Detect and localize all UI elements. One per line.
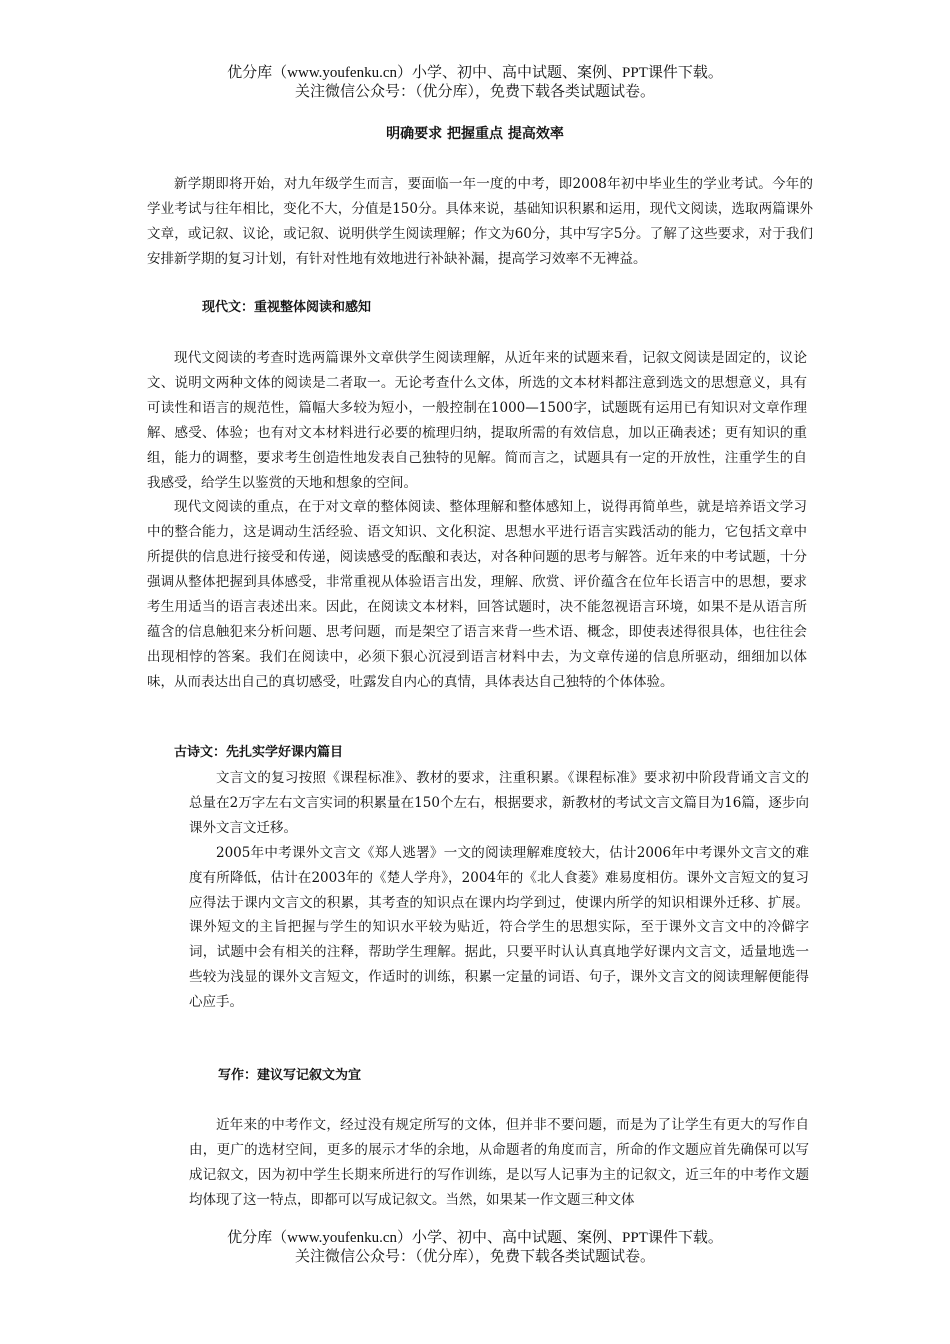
- footer-line-2: 关注微信公众号：（优分库），免费下载各类试题试卷。: [294, 1249, 655, 1265]
- modern-paragraph-1: 现代文阅读的考查时选两篇课外文章供学生阅读理解，从近年来的试题来看，记叙文阅读是固定的，议论文、说明文两种文体的阅读是二者取一。无论考查什么文体，所选的文本材料都注意到选文的思想意义，具有可读性和语言的规范性，篇幅大多较为短小，一般控制在1000—1500字，试题既有运用已有知识对文章作理解、感受、体验；也有对文本材料进行必要的梳理归纳，提取所需的有效信息，加以正确表述；更有知识的重组，能力的调整，要求考生创造性地发表自己独特的见解。简而言之，试题具有一定的开放性，注重学生的自我感受，给学生以鉴赏的天地和想象的空间。: [147, 350, 807, 491]
- writing-section: [189, 1113, 809, 1212]
- intro-section: [147, 172, 813, 272]
- modern-text-section: [147, 346, 807, 695]
- classical-text-heading: 古诗文：先扎实学好课内篇目: [174, 745, 344, 760]
- page-header: [0, 64, 950, 102]
- page-footer: [0, 1229, 950, 1267]
- header-line-2: 关注微信公众号：（优分库），免费下载各类试题试卷。: [294, 84, 655, 100]
- modern-paragraph-2: 现代文阅读的重点，在于对文章的整体阅读、整体理解和整体感知上，说得再简单些，就是培养语文学习中的整合能力，这是调动生活经验、语文知识、文化积淀、思想水平进行语言实践活动的能力，它包括文章中所提供的信息进行接受和传递，阅读感受的酝酿和表达，对各种问题的思考与解答。近年来的中考试题，十分强调从整体把握到具体感受，非常重视从体验语言出发，理解、欣赏、评价蕴含在位年长语言中的思想，要求考生用适当的语言表述出来。因此，在阅读文本材料，回答试题时，决不能忽视语言环境，如果不是从语言所蕴含的信息触犯来分析问题、思考问题，而是架空了语言来背一些术语、概念，即使表述得很具体，也往往会出现相悖的答案。我们在阅读中，必须下狠心沉浸到语言材料中去，为文章传递的信息所驱动，细细加以体味，从而表达出自己的真切感受，吐露发自内心的真情，具体表达自己独特的个体体验。: [147, 499, 807, 690]
- writing-heading: 写作：建议写记叙文为宜: [218, 1068, 362, 1083]
- header-line-1: 优分库（www.youfenku.cn）小学、初中、高中试题、案例、PPT课件下载。: [227, 65, 723, 81]
- classical-paragraph-1: 文言文的复习按照《课程标准》、教材的要求，注重积累。《课程标准》要求初中阶段背诵文言文的总量在2万字左右文言实词的积累量在150个左右，根据要求，新教材的考试文言文篇目为16篇，逐步向课外文言文迁移。: [189, 770, 809, 836]
- classical-text-section: [189, 766, 809, 1015]
- document-title: 明确要求 把握重点 提高效率: [386, 126, 564, 142]
- footer-line-1: 优分库（www.youfenku.cn）小学、初中、高中试题、案例、PPT课件下载。: [227, 1230, 723, 1246]
- intro-paragraph: 新学期即将开始，对九年级学生而言，要面临一年一度的中考，即2008年初中毕业生的学业考试。今年的学业考试与往年相比，变化不大，分值是150分。具体来说，基础知识积累和运用，现代文阅读，选取两篇课外文章，或记叙、议论，或记叙、说明供学生阅读理解；作文为60分，其中写字5分。了解了这些要求，对于我们安排新学期的复习计划，有针对性地有效地进行补缺补漏，提高学习效率不无裨益。: [147, 176, 813, 267]
- modern-text-heading: 现代文：重视整体阅读和感知: [202, 300, 372, 315]
- classical-paragraph-2: 2005年中考课外文言文《郑人逃署》一文的阅读理解难度较大，估计2006年中考课外文言文的难度有所降低，估计在2003年的《楚人学舟》，2004年的《北人食菱》难易度相仿。课外文言短文的复习应得法于课内文言文的积累，其考查的知识点在课内均学到过，使课内所学的知识相课外迁移、扩展。课外短文的主旨把握与学生的知识水平较为贴近，符合学生的思想实际，至于课外文言文中的冷僻字词，试题中会有相关的注释，帮助学生理解。据此，只要平时认认真真地学好课内文言文，适量地选一些较为浅显的课外文言短文，作适时的训练，积累一定量的词语、句子，课外文言文的阅读理解便能得心应手。: [189, 844, 809, 1011]
- writing-paragraph-1: 近年来的中考作文，经过没有规定所写的文体，但并非不要问题，而是为了让学生有更大的写作自由，更广的选材空间，更多的展示才华的余地，从命题者的角度而言，所命的作文题应首先确保可以写成记叙文，因为初中学生长期来所进行的写作训练，是以写人记事为主的记叙文，近三年的中考作文题均体现了这一特点，即都可以写成记叙文。当然，如果某一作文题三种文体: [189, 1117, 809, 1208]
